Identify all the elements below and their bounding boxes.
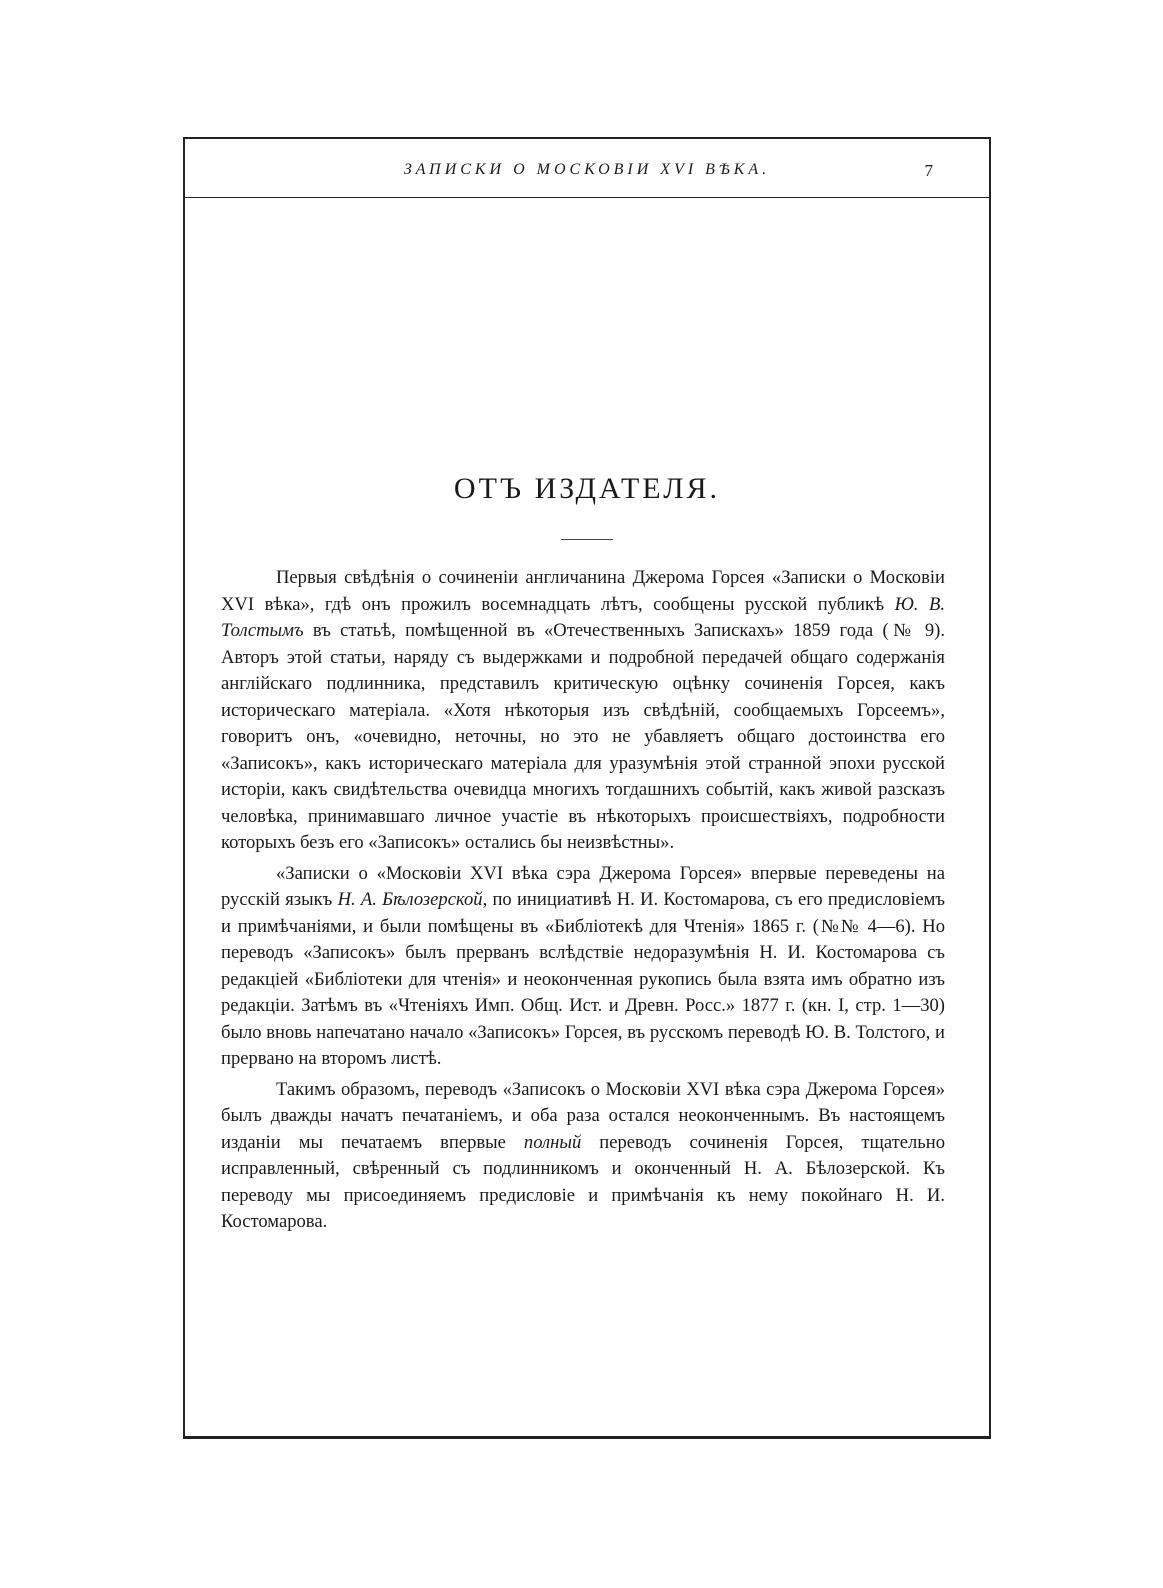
paragraph-2 [221,861,945,1073]
page-number: 7 [924,161,933,180]
paragraph-2-emphasis: Н. А. Бѣлозерской [337,889,483,910]
paragraph-2-text-a: «Записки о «Московіи XVI вѣка сэра Джерома Горсея» впервые переведены на русскій языкъ [221,862,945,910]
paragraph-1-emphasis: Ю. В. Толстымъ [221,593,945,641]
heading-divider [561,539,613,540]
paragraph-1-text-b: въ статьѣ, помѣщенной въ «Отечественныхъ Запискахъ» 1859 года (№ 9). Авторъ этой статьи, наряду съ выдержками и подробной передачей общаго содержанія англійскаго подлинника, представилъ критическую оцѣнку сочиненія Горсея, какъ историческаго матеріала. «Хотя нѣкоторыя изъ свѣдѣній, сообщаемыхъ Горсеемъ», говоритъ онъ, «очевидно, неточны, но это не убавляетъ общаго достоинства его «Записокъ», какъ историческаго матеріала для уразумѣнія этой странной эпохи русской исторіи, какъ свидѣтельства очевидца многихъ тогдашнихъ событій, какъ живой разсказъ человѣка, принимавшаго личное участіе въ нѣкоторыхъ происшествіяхъ, подробности которыхъ безъ его «Записокъ» остались бы неизвѣстны». [221,620,945,853]
paragraph-3-text-a: Такимъ образомъ, переводъ «Записокъ о Московіи XVI вѣка сэра Джерома Горсея» былъ дважды начатъ печатаніемъ, и оба раза остался неоконченнымъ. Въ настоящемъ изданіи мы печатаемъ впервые [221,1078,945,1153]
running-header [185,139,989,198]
paragraph-1 [221,565,945,857]
paragraph-3-emphasis: полный [523,1131,582,1153]
body-text [221,565,945,1236]
paragraph-1-text-a: Первыя свѣдѣнія о сочиненіи англичанина Джерома Горсея «Записки о Московіи XVI вѣка», гдѣ онъ прожилъ восемнадцать лѣтъ, сообщены русской публикѣ [221,567,945,615]
section-heading: ОТЪ ИЗДАТЕЛЯ. [453,472,721,505]
paragraph-3 [221,1077,945,1236]
paragraph-2-text-b: , по инициативѣ Н. И. Костомарова, съ его предисловіемъ и примѣчаніями, и были помѣщены въ «Библіотекѣ для Чтенія» 1865 г. (№№ 4—6). Но переводъ «Записокъ» былъ прерванъ вслѣдствіе недоразумѣнія Н. И. Костомарова съ редакціей «Библіотеки для чтенія» и неоконченная рукопись была взята имъ обратно изъ редакціи. Затѣмъ въ «Чтеніяхъ Имп. Общ. Ист. и Древн. Росс.» 1877 г. (кн. I, стр. 1—30) было вновь напечатано начало «Записокъ» Горсея, въ русскомъ переводѣ Ю. В. Толстого, и прервано на второмъ листѣ. [221,889,946,1069]
paragraph-3-text-b: переводъ сочиненія Горсея, тщательно исправленный, свѣренный съ подлинникомъ и оконченный Н. А. Бѣлозерской. Къ переводу мы присоединяемъ предисловіе и примѣчанія къ нему покойнаго Н. И. Костомарова. [221,1131,945,1232]
running-title: ЗАПИСКИ О МОСКОВІИ XVI ВѢКА. [403,161,771,178]
page-frame [183,137,991,1439]
